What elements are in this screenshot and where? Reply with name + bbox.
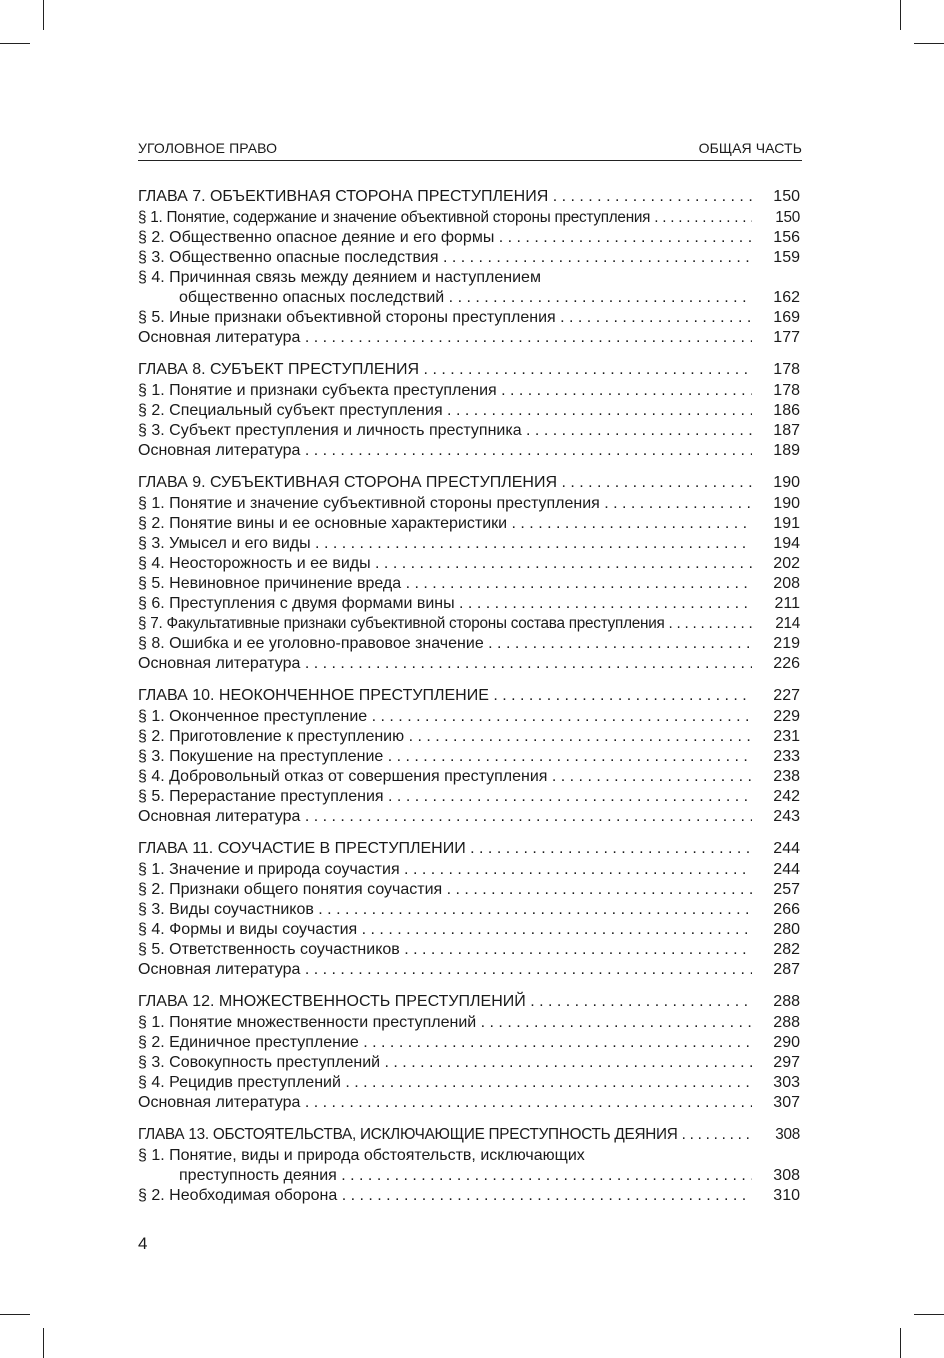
- toc-entry-page: 287: [773, 961, 800, 978]
- toc-entry-page: 159: [773, 249, 800, 266]
- toc-entry-text: § 1. Понятие и значение субъективной стороны преступления . . .: [138, 494, 752, 514]
- toc-entry: [138, 727, 802, 747]
- toc-entry-page: 208: [773, 575, 800, 592]
- toc-entry-page: 280: [773, 921, 800, 938]
- toc-entry-page: 189: [773, 442, 800, 459]
- toc-entry: [138, 574, 802, 594]
- crop-mark: [43, 0, 44, 30]
- toc-entry: [138, 248, 802, 268]
- toc-entry-page: 226: [773, 655, 800, 672]
- toc-entry: [138, 1013, 802, 1033]
- toc-entry-text: § 4. Неосторожность и ее виды . . .: [138, 554, 752, 574]
- chapter-heading: [138, 838, 802, 860]
- toc-entry-text: § 1. Значение и природа соучастия . . .: [138, 860, 752, 880]
- toc-entry: [138, 1093, 802, 1113]
- chapter-heading-page: 308: [775, 1126, 800, 1143]
- toc-entry-page: 194: [773, 535, 800, 552]
- toc-entry: [138, 401, 802, 421]
- toc-entry: [138, 920, 802, 940]
- toc-entry-text: § 3. Общественно опасные последствия . . .: [138, 248, 752, 268]
- toc-entry-text: § 4. Формы и виды соучастия . . .: [138, 920, 752, 940]
- chapter-heading-text: ГЛАВА 11. СОУЧАСТИЕ В ПРЕСТУПЛЕНИИ . . .: [138, 838, 752, 860]
- toc-entry: [138, 441, 802, 461]
- chapter-heading-text: ГЛАВА 12. МНОЖЕСТВЕННОСТЬ ПРЕСТУПЛЕНИЙ . . .: [138, 991, 752, 1013]
- toc-entry-page: 202: [773, 555, 800, 572]
- crop-mark: [43, 1328, 44, 1358]
- toc-entry-page: 229: [773, 708, 800, 725]
- toc-entry-text: § 2. Признаки общего понятия соучастия . . .: [138, 880, 752, 900]
- chapter-heading: [138, 186, 802, 208]
- toc-entry-text: § 3. Умысел и его виды . . .: [138, 534, 752, 554]
- chapter-heading-text: ГЛАВА 13. ОБСТОЯТЕЛЬСТВА, ИСКЛЮЧАЮЩИЕ ПРЕСТУПНОСТЬ ДЕЯНИЯ . . .: [138, 1124, 752, 1146]
- toc-entry-continuation-page: 308: [773, 1167, 800, 1184]
- toc-entry: [138, 614, 802, 634]
- toc-entry: [138, 208, 802, 228]
- toc-entry-text: § 2. Понятие вины и ее основные характеристики . . .: [138, 514, 752, 534]
- toc-entry-text: § 1. Понятие и признаки субъекта преступления . . .: [138, 381, 752, 401]
- toc-entry-page: 219: [773, 635, 800, 652]
- chapter-heading: [138, 359, 802, 381]
- toc-entry: [138, 707, 802, 727]
- toc-entry: [138, 900, 802, 920]
- toc-entry-text: § 4. Рецидив преступлений . . .: [138, 1073, 752, 1093]
- table-of-contents: [138, 186, 802, 1206]
- toc-entry: [138, 654, 802, 674]
- toc-entry-page: 211: [774, 595, 800, 612]
- toc-entry: [138, 421, 802, 441]
- chapter-heading-text: ГЛАВА 10. НЕОКОНЧЕННОЕ ПРЕСТУПЛЕНИЕ . . .: [138, 685, 752, 707]
- toc-entry-continuation: [138, 1166, 802, 1186]
- toc-entry-page: 238: [773, 768, 800, 785]
- toc-entry-page: 190: [773, 495, 800, 512]
- toc-entry-text: § 1. Оконченное преступление . . .: [138, 707, 752, 727]
- toc-entry-page: 257: [773, 881, 800, 898]
- chapter-heading-page: 244: [773, 840, 800, 857]
- toc-entry-text: Основная литература . . .: [138, 807, 752, 827]
- toc-entry-text: § 8. Ошибка и ее уголовно-правовое значение . . .: [138, 634, 752, 654]
- toc-entry-text: § 6. Преступления с двумя формами вины . . .: [138, 594, 752, 614]
- toc-entry-page: 214: [775, 615, 800, 632]
- header-book-title: УГОЛОВНОЕ ПРАВО: [138, 140, 278, 156]
- toc-entry-text: Основная литература . . .: [138, 654, 752, 674]
- toc-entry-text: Основная литература . . .: [138, 441, 752, 461]
- toc-entry-text: § 3. Совокупность преступлений . . .: [138, 1053, 752, 1073]
- toc-entry: [138, 268, 802, 288]
- toc-entry-page: 156: [773, 229, 800, 246]
- toc-entry-text: § 5. Иные признаки объективной стороны преступления . . .: [138, 308, 752, 328]
- toc-entry: [138, 308, 802, 328]
- toc-entry: [138, 1146, 802, 1166]
- toc-entry-page: 266: [773, 901, 800, 918]
- toc-entry-text: § 3. Покушение на преступление . . .: [138, 747, 752, 767]
- toc-entry: [138, 328, 802, 348]
- toc-entry-text: § 2. Специальный субъект преступления . . .: [138, 401, 752, 421]
- chapter-heading: [138, 1124, 802, 1146]
- toc-entry-page: 186: [773, 402, 800, 419]
- toc-entry-text: § 2. Необходимая оборона . . .: [138, 1186, 752, 1206]
- toc-entry-continuation-text: преступность деяния . . .: [179, 1166, 752, 1186]
- toc-entry-text: § 3. Субъект преступления и личность преступника . . .: [138, 421, 752, 441]
- toc-entry-text: § 4. Добровольный отказ от совершения преступления . . .: [138, 767, 752, 787]
- toc-entry-page: 297: [773, 1054, 800, 1071]
- toc-entry-page: 310: [773, 1187, 800, 1204]
- crop-mark: [0, 1314, 30, 1315]
- toc-entry: [138, 381, 802, 401]
- chapter-heading-text: ГЛАВА 7. ОБЪЕКТИВНАЯ СТОРОНА ПРЕСТУПЛЕНИЯ . . .: [138, 186, 752, 208]
- toc-entry: [138, 594, 802, 614]
- toc-entry-page: 150: [775, 209, 800, 226]
- toc-entry: [138, 807, 802, 827]
- chapter-heading-text: ГЛАВА 9. СУБЪЕКТИВНАЯ СТОРОНА ПРЕСТУПЛЕНИЯ . . .: [138, 472, 752, 494]
- toc-entry-page: 231: [773, 728, 800, 745]
- toc-entry-text: Основная литература . . .: [138, 960, 752, 980]
- toc-entry: [138, 228, 802, 248]
- chapter-heading-text: ГЛАВА 8. СУБЪЕКТ ПРЕСТУПЛЕНИЯ . . .: [138, 359, 752, 381]
- toc-entry: [138, 1073, 802, 1093]
- toc-entry-text: § 2. Единичное преступление . . .: [138, 1033, 752, 1053]
- toc-entry-page: 244: [773, 861, 800, 878]
- toc-entry-page: 177: [773, 329, 800, 346]
- toc-entry-page: 290: [773, 1034, 800, 1051]
- toc-entry: [138, 880, 802, 900]
- toc-entry-text: § 3. Виды соучастников . . .: [138, 900, 752, 920]
- toc-entry-continuation-text: общественно опасных последствий . . .: [179, 288, 752, 308]
- toc-entry-text: Основная литература . . .: [138, 328, 752, 348]
- toc-entry-page: 169: [773, 309, 800, 326]
- running-header: [138, 140, 802, 161]
- toc-entry: [138, 1053, 802, 1073]
- toc-entry: [138, 747, 802, 767]
- toc-entry-page: 187: [773, 422, 800, 439]
- chapter-heading: [138, 472, 802, 494]
- crop-mark: [0, 43, 30, 44]
- toc-entry-text: § 1. Понятие множественности преступлений . . .: [138, 1013, 752, 1033]
- toc-entry-text: § 1. Понятие, виды и природа обстоятельств, исключающих: [138, 1147, 585, 1164]
- page-number: 4: [138, 1234, 148, 1253]
- toc-entry-page: 307: [773, 1094, 800, 1111]
- toc-entry-text: § 1. Понятие, содержание и значение объективной стороны преступления . . .: [138, 208, 752, 228]
- toc-entry: [138, 1186, 802, 1206]
- toc-entry-continuation: [138, 288, 802, 308]
- toc-entry: [138, 514, 802, 534]
- toc-entry-text: § 5. Невиновное причинение вреда . . .: [138, 574, 752, 594]
- crop-mark: [914, 1314, 944, 1315]
- toc-entry-page: 243: [773, 808, 800, 825]
- chapter-heading-page: 150: [773, 188, 800, 205]
- toc-entry-text: § 2. Общественно опасное деяние и его формы . . .: [138, 228, 752, 248]
- toc-entry-page: 233: [773, 748, 800, 765]
- toc-entry-page: 288: [773, 1014, 800, 1031]
- toc-entry: [138, 634, 802, 654]
- toc-entry-text: § 5. Перерастание преступления . . .: [138, 787, 752, 807]
- toc-entry: [138, 860, 802, 880]
- toc-entry-page: 191: [773, 515, 800, 532]
- toc-entry-text: § 7. Факультативные признаки субъективной стороны состава преступления . . .: [138, 614, 752, 634]
- toc-entry-page: 282: [773, 941, 800, 958]
- toc-entry-text: § 4. Причинная связь между деянием и наступлением: [138, 269, 541, 286]
- chapter-heading: [138, 991, 802, 1013]
- toc-entry-page: 303: [773, 1074, 800, 1091]
- chapter-heading-page: 178: [773, 361, 800, 378]
- toc-entry-continuation-page: 162: [773, 289, 800, 306]
- chapter-heading-page: 288: [773, 993, 800, 1010]
- toc-entry: [138, 554, 802, 574]
- header-section-title: ОБЩАЯ ЧАСТЬ: [698, 140, 802, 156]
- crop-mark: [900, 1328, 901, 1358]
- crop-mark: [900, 0, 901, 30]
- toc-entry: [138, 940, 802, 960]
- chapter-heading-page: 190: [773, 474, 800, 491]
- toc-entry: [138, 1033, 802, 1053]
- toc-entry: [138, 787, 802, 807]
- toc-entry-page: 178: [773, 382, 800, 399]
- toc-entry: [138, 494, 802, 514]
- toc-entry-page: 242: [773, 788, 800, 805]
- chapter-heading: [138, 685, 802, 707]
- toc-entry: [138, 960, 802, 980]
- chapter-heading-page: 227: [773, 687, 800, 704]
- toc-entry: [138, 767, 802, 787]
- toc-entry-text: § 2. Приготовление к преступлению . . .: [138, 727, 752, 747]
- toc-entry: [138, 534, 802, 554]
- toc-entry-text: Основная литература . . .: [138, 1093, 752, 1113]
- crop-mark: [914, 43, 944, 44]
- toc-entry-text: § 5. Ответственность соучастников . . .: [138, 940, 752, 960]
